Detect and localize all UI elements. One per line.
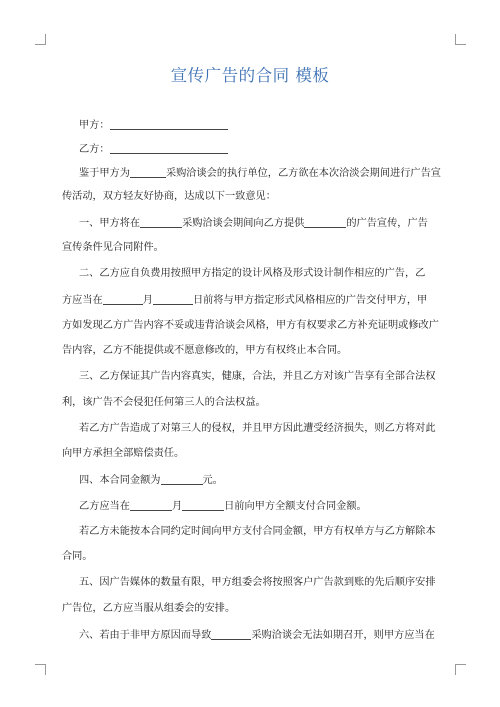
fill-blank [304,216,346,228]
fill-blank [211,628,251,640]
paragraph-line: 宣传条件见合同附件。 [62,242,164,253]
paragraph-line: 方应当在 月 日前将与甲方指定形式风格相应的广告交付甲方，甲 [62,295,428,306]
crop-mark-top-left [35,34,46,45]
paragraph-line: 三、乙方保证其广告内容真实，健康，合法，并且乙方对该广告享有全部合法权 [79,371,436,382]
paragraph-line: 合同。 [62,551,93,562]
fill-blank [130,499,172,511]
paragraph-line: 广告位，乙方应当服从组委会的安排。 [62,603,236,614]
paragraph-line: 告内容，乙方不能提供或不愿意修改的，甲方有权终止本合同。 [62,345,348,356]
paragraph-line: 若乙方广告造成了对第三人的侵权，并且甲方因此遭受经济损失，则乙方将对此 [79,423,436,434]
paragraph-line: 一、甲方将在 采购洽谈会期间向乙方提供 的广告宣传，广告 [79,218,428,229]
paragraph-line: 六、若由于非甲方原因而导致 采购洽谈会无法如期召开，则甲方应当在 [79,630,435,641]
fill-blank [130,166,166,178]
fill-blank [182,499,224,511]
paragraph-line: 鉴于甲方为 采购洽谈会的执行单位，乙方欲在本次洽淡会期间进行广告宣 [79,168,441,179]
crop-mark-bottom-left [35,664,46,675]
paragraph-line: 乙方应当在 月 日前向甲方全额支付合同金额。 [79,501,367,512]
party-b-blank [110,142,228,154]
fill-blank [103,293,143,305]
party-a-label: 甲方： [79,120,110,131]
paragraph-line: 传活动，双方轻友好协商，达成以下一致意见： [62,191,276,202]
paragraph-line: 方如发现乙方广告内容不妥或违背洽谈会风格，甲方有权要求乙方补充证明或修改广 [62,320,439,331]
paragraph-line: 二、乙方应自负费用按照甲方指定的设计风格及形式设计制作相应的广告，乙 [79,268,426,279]
party-a-blank [110,118,228,130]
document-title: 宣传广告的合同 模板 [170,66,330,85]
fill-blank [161,473,203,485]
party-b-label: 乙方： [79,144,110,155]
paragraph-line: 五、因广告媒体的数量有限，甲方组委会将按照客户广告款到账的先后顺序安排 [79,577,436,588]
fill-blank [140,216,182,228]
crop-mark-top-right [455,34,466,45]
party-b-line [79,142,228,156]
fill-blank [153,293,193,305]
paragraph-line: 向甲方承担全部赔偿责任。 [62,448,185,459]
crop-mark-bottom-right [455,664,466,675]
paragraph-line: 若乙方未能按本合同约定时间向甲方支付合同金额，甲方有权单方与乙方解除本 [79,526,436,537]
paragraph-line: 利，该广告不会侵犯任何第三人的合法权益。 [62,397,266,408]
paragraph-line: 四、本合同金额为 元。 [79,475,223,486]
party-a-line [79,118,228,132]
